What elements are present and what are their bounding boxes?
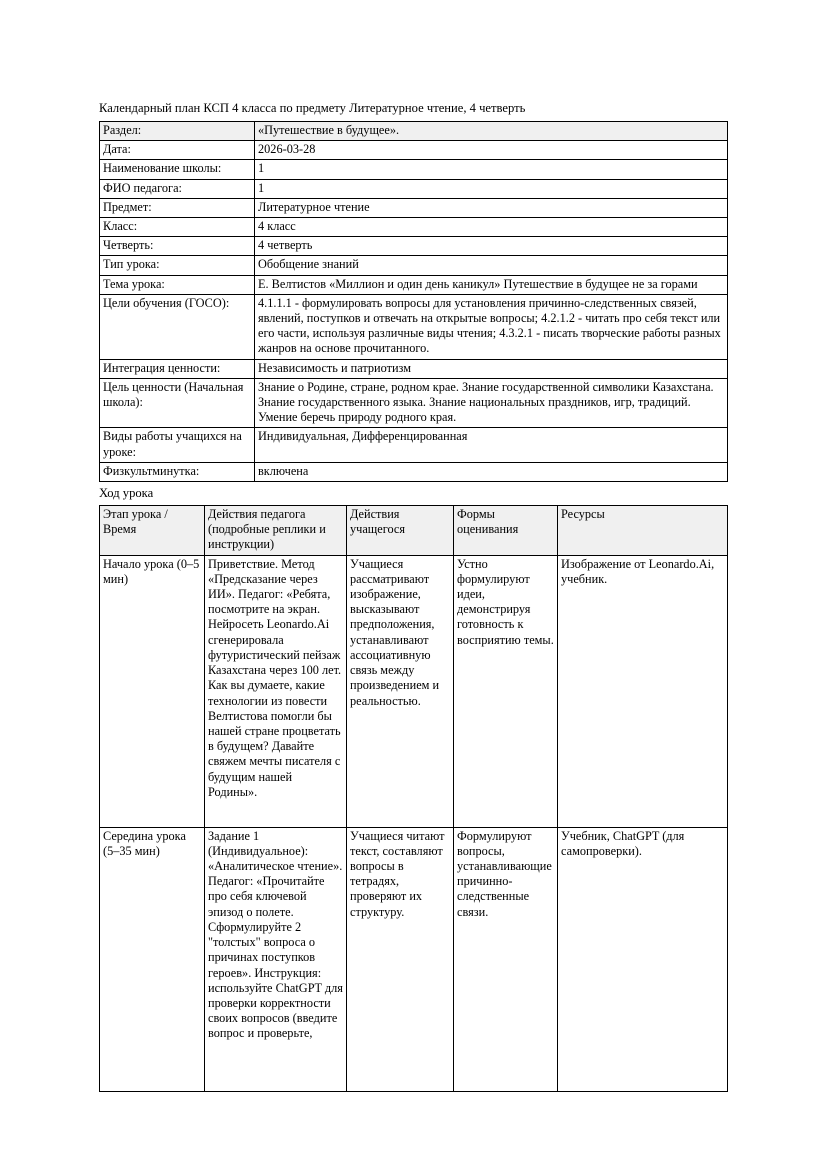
stage-cell: Середина урока (5–35 мин) [100,827,205,1091]
info-label-cell: Виды работы учащихся на уроке: [100,428,255,462]
table-row [100,462,728,481]
column-header-assessment: Формы оценивания [454,506,558,556]
table-row [100,160,728,179]
table-row [100,256,728,275]
stage-cell: Начало урока (0–5 мин) [100,555,205,827]
info-value-cell: Знание о Родине, стране, родном крае. Знание государственной символики Казахстана. Знание государственного языка. Знание национальных праздников, игр, традиций. Умение беречь природу родного края. [255,378,728,428]
info-value-cell: Независимость и патриотизм [255,359,728,378]
lesson-flow-heading: Ход урока [99,486,154,501]
info-label-cell: Четверть: [100,237,255,256]
info-value-cell: 4 четверть [255,237,728,256]
info-value-cell: 4.1.1.1 - формулировать вопросы для установления причинно-следственных связей, явлений, поступков и отвечать на открытые вопросы; 4.2.1.2 - читать про себя текст или его части, используя различные виды чтения; 4.3.2.1 - писать творческие работы разных жанров на основе прочитанного. [255,294,728,359]
info-label-cell: Дата: [100,141,255,160]
table-row [100,827,728,1091]
teacher-actions-cell: Задание 1 (Индивидуальное): «Аналитическое чтение». Педагог: «Прочитайте про себя ключевой эпизод о полете. Сформулируйте 2 "толстых" вопроса о причинах поступков героев». Инструкция: используйте ChatGPT для проверки корректности своих вопросов (введите вопрос и проверьте, [205,827,347,1091]
info-label-cell: Класс: [100,218,255,237]
lesson-flow-table-header [100,506,728,556]
table-row [100,198,728,217]
table-row [100,428,728,462]
resources-cell: Учебник, ChatGPT (для самопроверки). [558,827,728,1091]
column-header-stage: Этап урока / Время [100,506,205,556]
info-label-cell: Наименование школы: [100,160,255,179]
table-row [100,141,728,160]
student-actions-cell: Учащиеся читают текст, составляют вопросы в тетрадях, проверяют их структуру. [347,827,454,1091]
info-label-cell: Тема урока: [100,275,255,294]
assessment-cell: Устно формулируют идеи, демонстрируя готовность к восприятию темы. [454,555,558,827]
info-label-cell: Цели обучения (ГОСО): [100,294,255,359]
resources-cell: Изображение от Leonardo.Ai, учебник. [558,555,728,827]
info-label-cell: Раздел: [100,122,255,141]
info-label-cell: Интеграция ценности: [100,359,255,378]
info-value-cell: Е. Велтистов «Миллион и один день каникул» Путешествие в будущее не за горами [255,275,728,294]
table-header-row [100,506,728,556]
info-label-cell: ФИО педагога: [100,179,255,198]
lesson-flow-table [99,505,728,1092]
info-value-cell: 2026-03-28 [255,141,728,160]
info-value-cell: Обобщение знаний [255,256,728,275]
info-value-cell: включена [255,462,728,481]
table-row [100,218,728,237]
column-header-student-actions: Действия учащегося [347,506,454,556]
info-label-cell: Тип урока: [100,256,255,275]
info-value-cell: 1 [255,160,728,179]
table-row [100,294,728,359]
column-header-teacher-actions: Действия педагога (подробные реплики и инструкции) [205,506,347,556]
student-actions-cell: Учащиеся рассматривают изображение, высказывают предположения, устанавливают ассоциативную связь между произведением и реальностью. [347,555,454,827]
info-value-cell: Литературное чтение [255,198,728,217]
lesson-info-table [99,121,728,482]
info-value-cell: 1 [255,179,728,198]
info-value-cell: «Путешествие в будущее». [255,122,728,141]
table-row [100,275,728,294]
table-row [100,378,728,428]
assessment-cell: Формулируют вопросы, устанавливающие причинно-следственные связи. [454,827,558,1091]
info-label-cell: Предмет: [100,198,255,217]
column-header-resources: Ресурсы [558,506,728,556]
lesson-flow-table-body [100,555,728,1091]
info-label-cell: Цель ценности (Начальная школа): [100,378,255,428]
table-row [100,359,728,378]
lesson-info-table-body [100,122,728,482]
table-row [100,122,728,141]
table-row [100,179,728,198]
table-row [100,555,728,827]
info-label-cell: Физкультминутка: [100,462,255,481]
table-row [100,237,728,256]
page-title: Календарный план КСП 4 класса по предмету Литературное чтение, 4 четверть [99,101,526,115]
info-value-cell: Индивидуальная, Дифференцированная [255,428,728,462]
teacher-actions-cell: Приветствие. Метод «Предсказание через ИИ». Педагог: «Ребята, посмотрите на экран. Нейросеть Leonardo.Ai сгенерировала футуристический пейзаж Казахстана через 100 лет. Как вы думаете, какие технологии из повести Велтистова помогли бы нашей стране процветать в будущем? Давайте свяжем мечты писателя с будущим нашей Родины». [205,555,347,827]
info-value-cell: 4 класс [255,218,728,237]
